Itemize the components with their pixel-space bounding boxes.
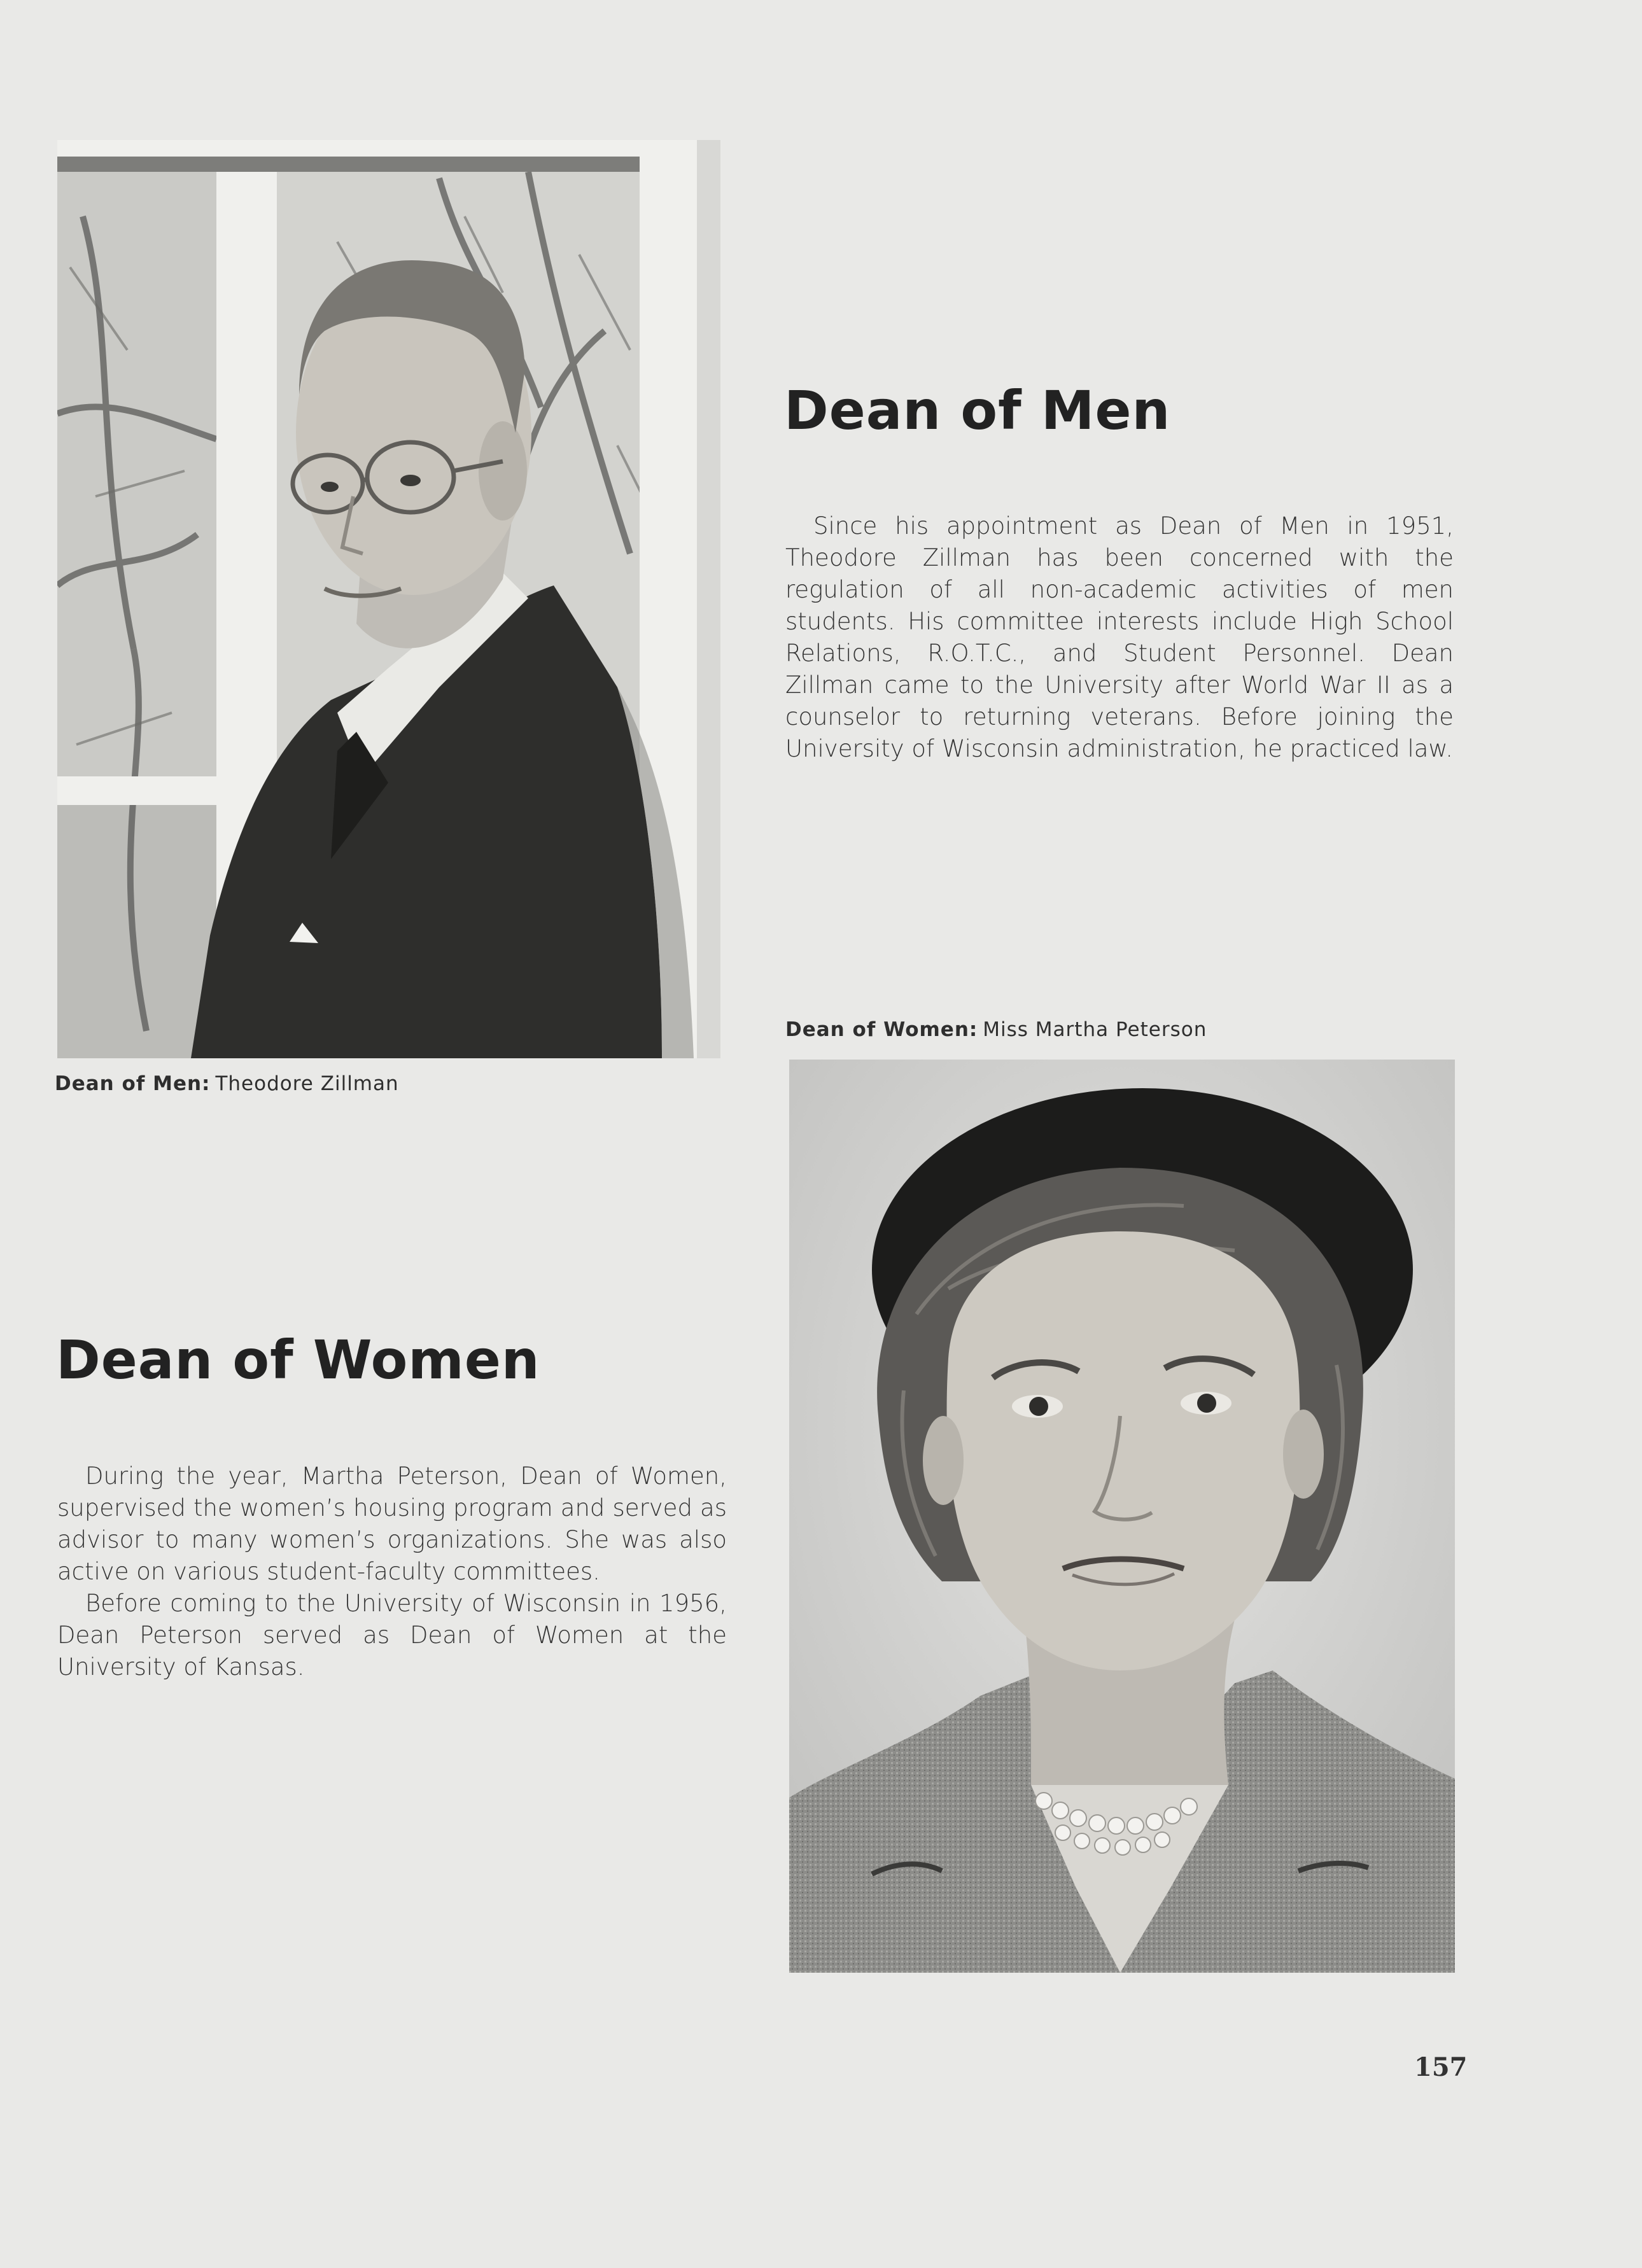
dean-of-men-photo [57,140,720,1058]
dean-of-women-portrait-illustration [789,1060,1455,1973]
dean-of-men-paragraph: Since his appointment as Dean of Men in 1951, Theodore Zillman has been concerned with the regulation of all non-academic activities of men students. His committee interests include High School Relations, R.O.T.C., and Student Personnel. Dean Zillman came to the University after World War II as a counselor to returning veterans. Before joining the University of Wisconsin administration, he practiced law. [785,512,1454,762]
dean-of-men-body [785,510,1454,765]
caption-label: Dean of Men: [55,1072,211,1095]
dean-of-men-portrait-illustration [57,140,720,1058]
caption-label: Dean of Women: [785,1018,978,1041]
dean-of-women-paragraph: Before coming to the University of Wisconsin in 1956, Dean Peterson served as Dean of Women at the University of Kansas. [57,1590,727,1681]
dean-of-men-heading: Dean of Men [784,379,1171,442]
dean-of-women-body [57,1460,727,1683]
dean-of-women-caption [785,1018,1207,1041]
caption-name: Theodore Zillman [215,1072,399,1095]
caption-name: Miss Martha Peterson [983,1018,1207,1041]
page-number: 157 [1414,2052,1468,2082]
dean-of-women-photo [789,1060,1455,1973]
dean-of-men-caption [55,1072,399,1095]
dean-of-women-heading: Dean of Women [56,1329,540,1391]
dean-of-women-paragraph: During the year, Martha Peterson, Dean of Women, supervised the women’s housing program and served as advisor to many women’s organizations. She was also active on various student-faculty committees. [57,1462,727,1585]
